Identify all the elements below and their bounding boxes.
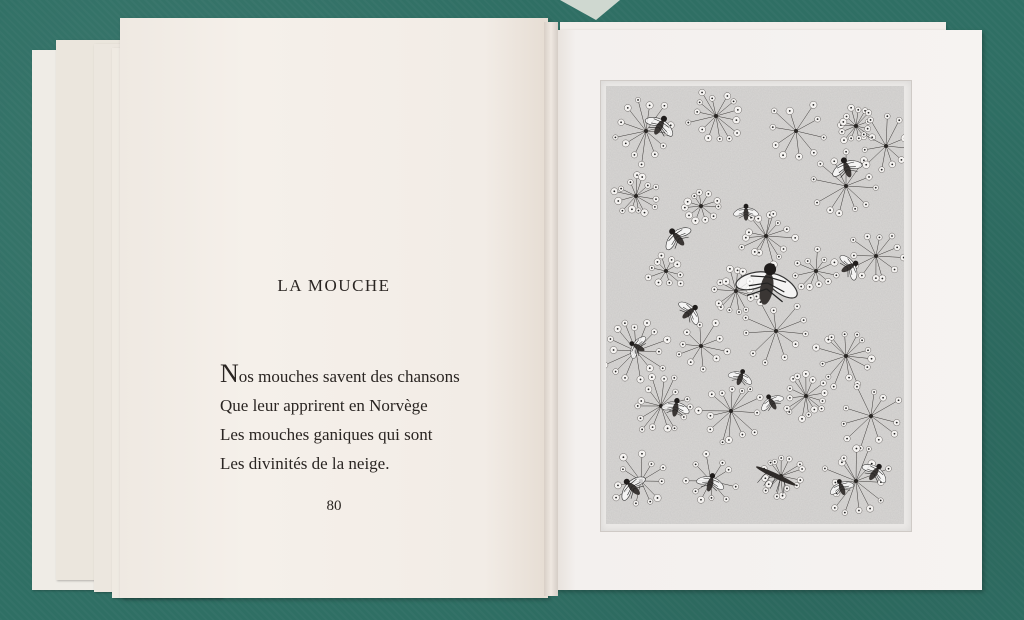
poem-line-1-text: os mouches savent des chansons bbox=[238, 367, 460, 386]
page-number: 80 bbox=[326, 498, 342, 514]
engraving-illustration bbox=[606, 86, 904, 524]
poem-line-3: Les mouches ganiques qui sont bbox=[220, 425, 433, 444]
poem-dropcap: N bbox=[220, 359, 239, 388]
poem-stanza bbox=[220, 359, 540, 478]
poem-line-4: Les divinités de la neige. bbox=[220, 454, 390, 473]
paper-corner-tip bbox=[560, 0, 620, 20]
poem-title: LA MOUCHE bbox=[277, 276, 391, 295]
poem-line-2: Que leur apprirent en Norvège bbox=[220, 396, 428, 415]
engraving-artwork bbox=[606, 86, 904, 524]
poem-line-1 bbox=[220, 359, 540, 391]
